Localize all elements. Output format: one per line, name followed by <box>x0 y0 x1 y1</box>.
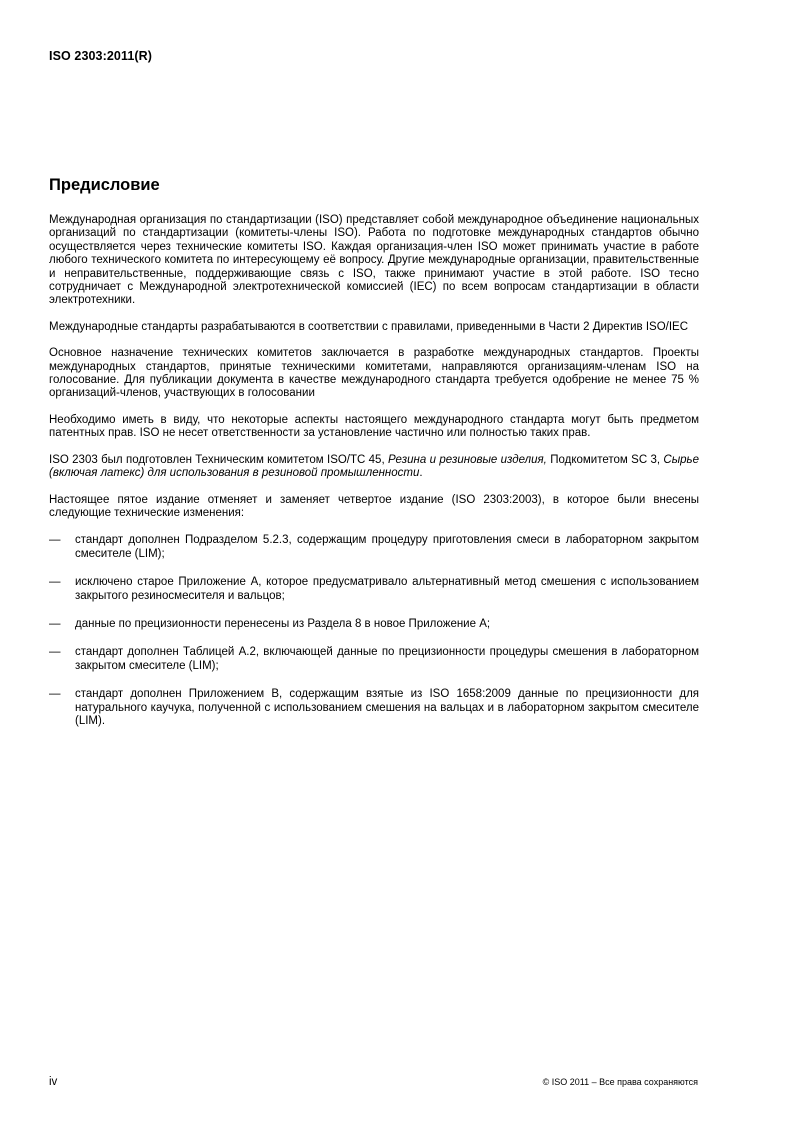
preparation-text-1: ISO 2303 был подготовлен Техническим комитетом ISO/TC 45, <box>49 453 388 466</box>
list-dash: — <box>49 534 61 547</box>
list-dash: — <box>49 617 61 630</box>
list-item-text: данные по прецизионности перенесены из Раздела 8 в новое Приложение А; <box>75 617 491 630</box>
list-item <box>49 534 699 561</box>
list-dash: — <box>49 688 61 701</box>
list-item-text: стандарт дополнен Таблицей А.2, включающей данные по прецизионности процедуры смешения в лабораторном закрытом смесителе (LIM); <box>75 646 699 672</box>
changes-list <box>49 534 699 728</box>
paragraph-iso-intro: Международная организация по стандартизации (ISO) представляет собой международное объединение национальных организаций по стандартизации (комитеты-члены ISO). Работа по подготовке международных стандартов обычно осуществляется через технические комитеты ISO. Каждая организация-член ISO может принимать участие в работе любого технического комитета по интересующему её вопросу. Другие международные организации, правительственные и неправительственные, поддерживающие связь с ISO, также принимают участие в этой работе. ISO тесно сотрудничает с Международной электротехнической комиссией (IEC) по всем вопросам стандартизации в области электротехники. <box>49 214 699 307</box>
copyright-notice: © ISO 2011 – Все права сохраняются <box>542 1077 698 1087</box>
paragraph-patents: Необходимо иметь в виду, что некоторые аспекты настоящего международного стандарта могут быть предметом патентных прав. ISO не несет ответственности за установление частично или полностью таких прав. <box>49 413 699 440</box>
list-dash: — <box>49 646 61 659</box>
committee-title: Резина и резиновые изделия, <box>388 453 547 466</box>
preparation-text-2: Подкомитетом SC 3, <box>546 453 664 466</box>
list-item <box>49 576 699 603</box>
subcommittee-title: Сырье (включая латекс) для использования в резиновой промышленности <box>49 453 699 480</box>
list-item-text: стандарт дополнен Приложением В, содержащим взятые из ISO 1658:2009 данные по прецизионности для натурального каучука, полученной с использованием смешения на вальцах и в лабораторном закрытом смесителе (LIM). <box>75 688 699 727</box>
list-item <box>49 688 699 728</box>
list-item-text: стандарт дополнен Подразделом 5.2.3, содержащим процедуру приготовления смеси в лабораторном закрытом смесителе (LIM); <box>75 534 699 560</box>
paragraph-directives: Международные стандарты разрабатываются в соответствии с правилами, приведенными в Части 2 Директив ISO/IEC <box>49 320 689 333</box>
foreword-body <box>49 214 699 743</box>
page-number: iv <box>49 1076 58 1088</box>
preparation-text-3: . <box>419 467 423 480</box>
paragraph-preparation <box>49 454 699 481</box>
list-dash: — <box>49 576 61 589</box>
list-item-text: исключено старое Приложение А, которое предусматривало альтернативный метод смешения с использованием закрытого резиносмесителя и вальцов; <box>75 576 699 602</box>
paragraph-committees: Основное назначение технических комитетов заключается в разработке международных стандартов. Проекты международных стандартов, принятые техническими комитетами, направляются организациям-членам ISO на голосование. Для публикации документа в качестве международного стандарта требуется одобрение не менее 75 % организаций-членов, участвующих в голосовании <box>49 347 699 400</box>
paragraph-edition-note: Настоящее пятое издание отменяет и заменяет четвертое издание (ISO 2303:2003), в которое были внесены следующие технические изменения: <box>49 493 699 519</box>
list-item <box>49 618 699 631</box>
section-title: Предисловие <box>49 176 160 194</box>
list-item <box>49 646 699 673</box>
document-code: ISO 2303:2011(R) <box>49 49 153 63</box>
